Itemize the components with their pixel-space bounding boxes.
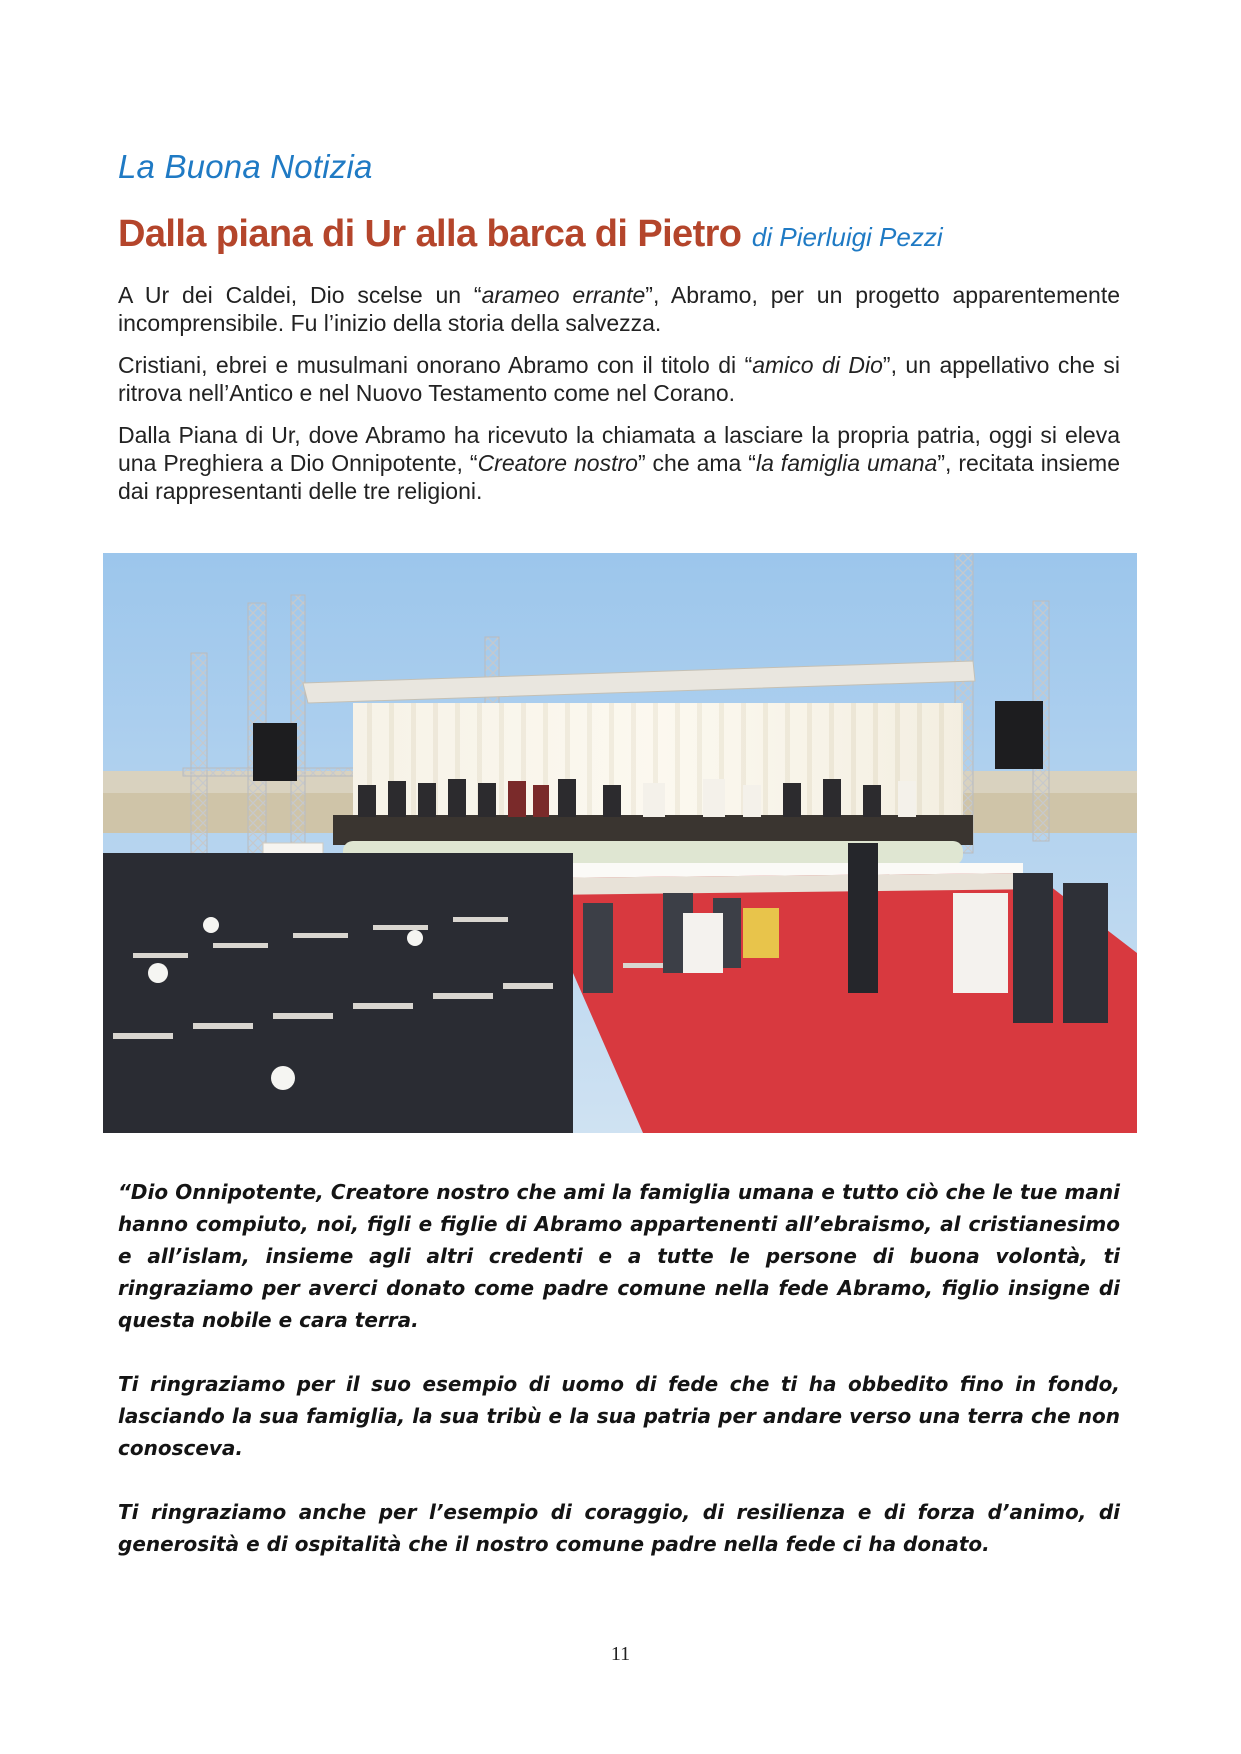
- article-title: Dalla piana di Ur alla barca di Pietro: [118, 213, 742, 255]
- prayer-paragraph: “Dio Onnipotente, Creatore nostro che ami la famiglia umana e tutto ciò che le tue mani hanno compiuto, noi, figli e figlie di Abramo appartenenti all’ebraismo, al cristianesimo e all’islam, insieme agli altri credenti e a tutte le persone di buona volontà, ti ringraziamo per averci donato come padre comune nella fede Abramo, figlio insigne di questa nobile e cara terra.: [118, 1180, 1120, 1332]
- article-byline: di Pierluigi Pezzi: [751, 222, 943, 252]
- intro-text-segment: ”, Abramo, per un progetto apparentemente incomprensibile. Fu l’inizio della storia della salvezza.: [118, 282, 1120, 336]
- intro-text-segment: ”, un appellativo che si ritrova nell’Antico e nel Nuovo Testamento come nel Corano.: [118, 352, 1121, 406]
- speaker-right: [995, 701, 1043, 769]
- intro-paragraph: [118, 281, 1120, 337]
- event-photo: [103, 553, 1137, 1133]
- intro-emphasis: arameo errante: [481, 282, 646, 308]
- intro-emphasis: amico di Dio: [752, 352, 883, 378]
- intro-text: [118, 281, 1120, 519]
- article-headline: [118, 213, 1128, 256]
- intro-text-segment: Cristiani, ebrei e musulmani onorano Abramo con il titolo di “: [118, 352, 753, 378]
- page-number: 11: [610, 1643, 631, 1665]
- intro-text-segment: Dalla Piana di Ur, dove Abramo ha ricevuto la chiamata a lasciare la propria patria, oggi si eleva una Preghiera a Dio Onnipotente, “: [118, 422, 1120, 476]
- speaker-left: [253, 723, 297, 781]
- event-photo-illustration: [103, 553, 1137, 1133]
- section-label: La Buona Notizia: [118, 148, 373, 185]
- prayer-text: [118, 1176, 1120, 1592]
- intro-text-segment: A Ur dei Caldei, Dio scelse un “: [118, 282, 482, 308]
- intro-paragraph: [118, 351, 1120, 407]
- stage-front: [333, 815, 973, 845]
- prayer-paragraph: Ti ringraziamo anche per l’esempio di coraggio, di resilienza e di forza d’animo, di generosità e di ospitalità che il nostro comune padre nella fede ci ha donato.: [118, 1500, 1120, 1556]
- intro-emphasis: Creatore nostro: [477, 450, 638, 476]
- prayer-paragraph: Ti ringraziamo per il suo esempio di uomo di fede che ti ha obbedito fino in fondo, lasciando la sua famiglia, la sua tribù e la sua patria per andare verso una terra che non conosceva.: [118, 1372, 1120, 1460]
- intro-paragraph: [118, 421, 1120, 505]
- intro-text-segment: ”, recitata insieme dai rappresentanti delle tre religioni.: [118, 450, 1120, 504]
- intro-emphasis: la famiglia umana: [755, 450, 938, 476]
- intro-text-segment: ” che ama “: [637, 450, 756, 476]
